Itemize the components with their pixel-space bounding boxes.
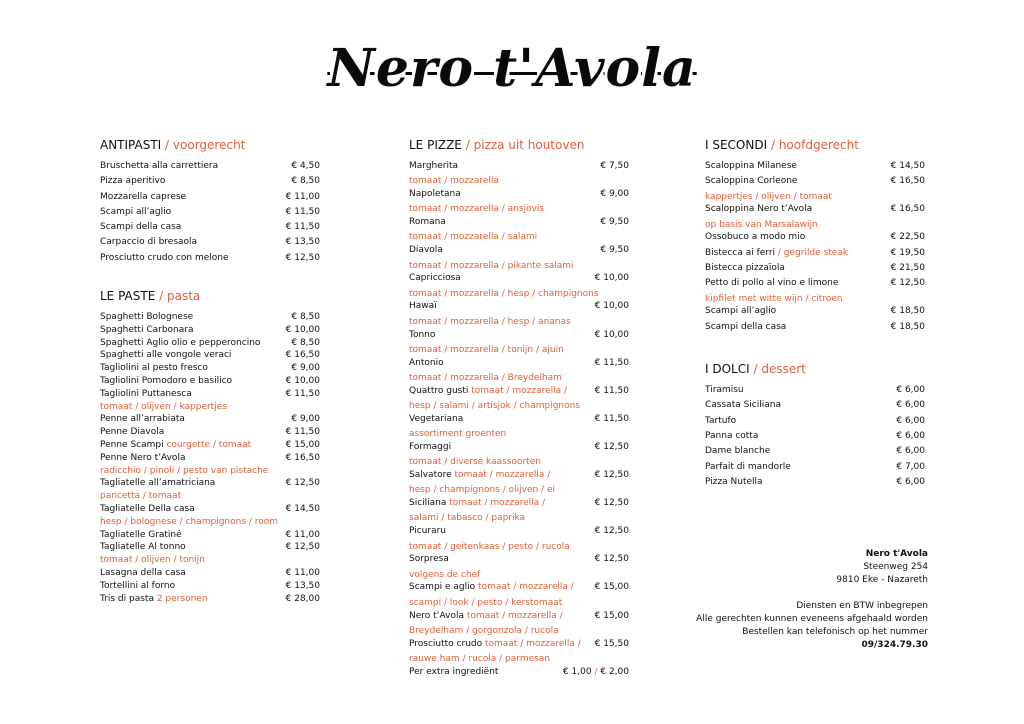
dish-price: € 9,50 <box>600 217 629 228</box>
dish-name <box>705 445 890 458</box>
dish-price: € 12,50 <box>285 252 320 263</box>
dish-title: Penne all’arrabiata <box>100 414 185 425</box>
dish-title: Bruschetta alla carrettiera <box>100 161 219 171</box>
dish-price: € 10,00 <box>594 273 629 284</box>
paste-item <box>100 362 320 375</box>
dish-name <box>409 610 589 623</box>
dolci-item <box>705 476 925 491</box>
dish-title: Quattro gusti <box>409 385 469 396</box>
dish-name <box>409 525 589 538</box>
dish-price: € 6,00 <box>896 430 925 441</box>
dish-price: € 13,50 <box>285 580 320 591</box>
paste-item <box>100 452 320 465</box>
dish-name <box>100 252 280 265</box>
paste-item <box>100 413 320 426</box>
dish-name <box>100 452 280 465</box>
dish-name <box>100 175 285 188</box>
dish-name <box>409 272 589 285</box>
dish-price: € 9,00 <box>291 414 320 425</box>
dish-name <box>705 247 885 260</box>
secondi-description: kappertjes / olijven / tomaat <box>705 191 832 202</box>
pizze-list <box>409 160 629 666</box>
dish-price: € 14,50 <box>890 161 925 171</box>
column-left <box>100 138 320 605</box>
dish-name <box>409 385 589 398</box>
pizza-item <box>409 216 629 231</box>
phone-number: 09/324.79.30 <box>861 640 928 650</box>
secondi-item <box>705 160 925 175</box>
dish-note: tomaat / mozzarella / <box>471 385 568 396</box>
paste-item <box>100 567 320 580</box>
dish-title: Scaloppina Nero t’Avola <box>705 204 813 215</box>
dish-price: € 11,50 <box>594 385 629 396</box>
dolci-item <box>705 445 925 460</box>
dish-note: / gegrilde steak <box>777 247 849 258</box>
section-secondi-heading: I SECONDI / hoofdgerecht <box>705 138 859 152</box>
dish-title: Scampi della casa <box>705 321 787 332</box>
dish-name <box>705 262 885 275</box>
dish-title: Lasagna della casa <box>100 568 186 579</box>
pizza-description: tomaat / geitenkaas / pesto / rucola <box>409 541 570 552</box>
dish-title: Siciliana <box>409 498 447 509</box>
footer-line2: Alle gerechten kunnen eveneens afgehaald worden <box>696 614 928 624</box>
paste-description: radicchio / pinoli / pesto van pistache <box>100 465 269 476</box>
dish-title: Scampi e aglio <box>409 582 476 593</box>
dish-title: Scaloppina Corleone <box>705 176 798 187</box>
dish-price: € 18,50 <box>890 306 925 317</box>
pizza-description: rauwe ham / rucola / parmesan <box>409 653 551 664</box>
pizza-description: tomaat / mozzarella / hesp / champignons <box>409 288 599 299</box>
dish-title: Prosciutto crudo <box>409 638 483 649</box>
dish-title: Spaghetti Carbonara <box>100 324 194 335</box>
dish-title: Penne Scampi <box>100 440 164 451</box>
dish-price: € 22,50 <box>890 232 925 243</box>
dish-price: € 9,50 <box>600 245 629 256</box>
antipasti-item <box>100 236 320 251</box>
dish-name <box>409 497 589 510</box>
dish-price: € 11,00 <box>285 568 320 579</box>
dish-name <box>705 476 890 489</box>
dish-title: Tagliatelle Gratiné <box>100 529 182 540</box>
dish-title: Penne Diavola <box>100 427 165 438</box>
pizza-item <box>409 300 629 315</box>
dish-title: Tiramisu <box>705 385 744 396</box>
secondi-list <box>705 160 925 336</box>
dish-title: Formaggi <box>409 441 452 452</box>
dish-name <box>100 311 285 324</box>
dish-price: € 15,00 <box>285 440 320 451</box>
paste-item <box>100 529 320 542</box>
paste-item <box>100 349 320 362</box>
dish-price: € 19,50 <box>890 247 925 258</box>
dish-name <box>409 413 589 426</box>
paste-description: tomaat / olijven / tonijn <box>100 555 205 566</box>
pizza-item <box>409 638 629 653</box>
dish-name <box>705 430 890 443</box>
paste-item <box>100 426 320 439</box>
dish-price: € 16,50 <box>890 204 925 215</box>
paste-item <box>100 324 320 337</box>
dish-name <box>705 321 885 334</box>
secondi-description: op basis van Marsalawijn <box>705 219 818 230</box>
dish-price: € 6,00 <box>896 476 925 487</box>
dish-title: Pizza Nutella <box>705 476 763 487</box>
dish-name <box>409 244 594 257</box>
dish-title: Scaloppina Milanese <box>705 161 797 171</box>
footer-city: 9810 Eke - Nazareth <box>836 575 928 585</box>
antipasti-item <box>100 252 320 267</box>
paste-list <box>100 311 320 605</box>
secondi-description: kipfilet met witte wijn / citroen <box>705 293 843 304</box>
dish-title: Spaghetti alle vongole veraci <box>100 350 232 361</box>
dish-note: tomaat / mozzarella / <box>478 582 574 593</box>
dish-title: Prosciutto crudo con melone <box>100 252 229 263</box>
dish-title: Tagliatelle Al tonno <box>100 542 186 553</box>
secondi-item <box>705 247 925 262</box>
dish-name <box>100 426 280 439</box>
dish-price: € 15,00 <box>594 610 629 621</box>
dish-title: Scampi all’aglio <box>705 306 777 317</box>
dish-price: € 8,50 <box>291 176 320 187</box>
extra-ingredient-row: Per extra ingrediënt € 1,00 / € 2,00 <box>409 666 629 677</box>
pizza-item <box>409 329 629 344</box>
dish-name <box>100 324 280 337</box>
dish-name <box>100 567 280 580</box>
dish-title: Sorpresa <box>409 554 449 565</box>
pizza-description: tomaat / mozzarella / tonijn / ajuin <box>409 344 564 355</box>
dish-price: € 11,50 <box>285 388 320 399</box>
paste-item <box>100 580 320 593</box>
dish-name <box>409 160 594 173</box>
dish-name <box>100 477 280 490</box>
pizza-item <box>409 469 629 484</box>
paste-item <box>100 541 320 554</box>
dish-title: Cassata Siciliana <box>705 400 781 411</box>
antipasti-item <box>100 191 320 206</box>
dish-price: € 6,00 <box>896 446 925 457</box>
secondi-item <box>705 175 925 190</box>
dolci-list <box>705 384 925 491</box>
pizza-item <box>409 244 629 259</box>
antipasti-item <box>100 175 320 190</box>
dish-name <box>705 461 890 474</box>
dish-note: 2 personen <box>156 593 208 604</box>
dish-name <box>409 188 594 201</box>
dish-title: Scampi della casa <box>100 222 182 233</box>
dish-name <box>100 593 280 606</box>
dish-note: courgette / tomaat <box>166 440 252 451</box>
dish-title: Tagliatelle all’amatriciana <box>100 478 216 489</box>
dish-price: € 11,50 <box>285 427 320 438</box>
dish-price: € 12,50 <box>285 478 320 489</box>
pizza-item <box>409 385 629 400</box>
dish-name <box>100 337 285 350</box>
pizza-item <box>409 441 629 456</box>
dish-price: € 12,50 <box>890 278 925 289</box>
dish-name <box>705 305 885 318</box>
dish-price: € 15,50 <box>594 638 629 649</box>
dish-title: Petto di pollo al vino e limone <box>705 278 839 289</box>
pizza-item <box>409 525 629 540</box>
secondi-item <box>705 203 925 218</box>
pizza-description: Breydelham / gorgonzola / rucola <box>409 625 559 636</box>
dish-note: tomaat / mozzarella / <box>485 638 581 649</box>
dish-title: Romana <box>409 217 446 228</box>
dish-price: € 12,50 <box>594 498 629 509</box>
dish-name <box>409 441 589 454</box>
dish-title: Margherita <box>409 161 459 171</box>
dish-title: Tagliolini al pesto fresco <box>100 363 208 374</box>
section-pizze-heading: LE PIZZE / pizza uit houtoven <box>409 138 585 152</box>
dish-title: Scampi all’aglio <box>100 206 172 217</box>
dish-price: € 15,00 <box>594 582 629 593</box>
pizza-description: hesp / champignons / olijven / ei <box>409 485 555 496</box>
dish-note: tomaat / mozzarella / <box>454 470 551 481</box>
dish-title: Picuraru <box>409 526 447 537</box>
dish-name <box>705 277 885 290</box>
paste-item <box>100 593 320 606</box>
antipasti-list <box>100 160 320 267</box>
dish-name <box>705 384 890 397</box>
dolci-item <box>705 384 925 399</box>
dish-price: € 6,00 <box>896 415 925 426</box>
dish-price: € 11,50 <box>285 222 320 233</box>
dish-price: € 6,00 <box>896 385 925 396</box>
paste-item <box>100 439 320 452</box>
pizza-description: volgens de chef <box>409 569 481 580</box>
column-right <box>705 138 925 491</box>
dish-price: € 11,50 <box>594 357 629 368</box>
dish-price: € 28,00 <box>285 593 320 604</box>
dish-name <box>100 206 280 219</box>
footer-name: Nero t'Avola <box>865 549 928 559</box>
dish-title: Spaghetti Aglio olio e pepperoncino <box>100 337 261 348</box>
restaurant-address-block <box>690 548 928 652</box>
dish-title: Ossobuco a modo mio <box>705 232 806 243</box>
pizza-item <box>409 553 629 568</box>
dish-price: € 10,00 <box>285 324 320 335</box>
dish-title: Tagliatelle Della casa <box>100 504 195 515</box>
section-antipasti-heading: ANTIPASTI / voorgerecht <box>100 138 246 152</box>
dish-name <box>705 231 885 244</box>
dish-title: Tortellini al forno <box>100 580 176 591</box>
secondi-item <box>705 277 925 292</box>
dolci-item <box>705 415 925 430</box>
dish-price: € 16,50 <box>285 350 320 361</box>
dish-name <box>409 329 589 342</box>
dish-title: Capricciosa <box>409 273 461 284</box>
dish-title: Carpaccio di bresaola <box>100 237 198 248</box>
dish-name <box>100 413 285 426</box>
dolci-item <box>705 399 925 414</box>
pizza-description: scampi / look / pesto / kerstomaat <box>409 597 563 608</box>
dish-title: Salvatore <box>409 470 452 481</box>
pizza-description: tomaat / mozzarella / Breydelham <box>409 372 562 383</box>
dish-price: € 7,00 <box>896 461 925 472</box>
secondi-item <box>705 305 925 320</box>
dish-title: Tonno <box>409 329 436 340</box>
dish-price: € 4,50 <box>291 161 320 171</box>
footer-line1: Diensten en BTW inbegrepen <box>796 601 928 611</box>
dish-title: Hawaï <box>409 301 437 312</box>
paste-item <box>100 311 320 324</box>
pizza-description: assortiment groenten <box>409 429 507 440</box>
dish-name <box>409 553 589 566</box>
dish-price: € 6,00 <box>896 400 925 411</box>
pizza-item <box>409 581 629 596</box>
footer-street: Steenweg 254 <box>863 562 928 572</box>
column-middle <box>409 138 629 681</box>
dish-price: € 16,50 <box>890 176 925 187</box>
dish-price: € 8,50 <box>291 337 320 348</box>
pizza-description: tomaat / mozzarella / ansjovis <box>409 204 545 215</box>
antipasti-item <box>100 221 320 236</box>
dish-name <box>409 638 589 651</box>
dish-title: Diavola <box>409 245 443 256</box>
dish-name <box>705 415 890 428</box>
dish-note: tomaat / mozzarella / <box>466 610 563 621</box>
restaurant-title: Nero t'Avola <box>327 38 697 99</box>
dish-title: Vegetariana <box>409 413 464 424</box>
section-dolci-heading: I DOLCI / dessert <box>705 362 806 377</box>
dish-price: € 11,00 <box>285 529 320 540</box>
pizza-description: tomaat / mozzarella <box>409 176 499 187</box>
dish-name <box>100 236 280 249</box>
paste-item <box>100 375 320 388</box>
paste-description: tomaat / olijven / kappertjes <box>100 401 227 412</box>
pizza-description: salami / tabasco / paprika <box>409 513 526 524</box>
dish-title: Tartufo <box>705 415 737 426</box>
dish-name <box>100 362 285 375</box>
pizza-description: hesp / salami / artisjok / champignons <box>409 401 581 412</box>
dish-note: tomaat / mozzarella / <box>449 498 546 509</box>
paste-description: pancetta / tomaat <box>100 491 182 502</box>
pizza-item <box>409 357 629 372</box>
dish-name <box>100 160 285 173</box>
dish-name <box>100 221 280 234</box>
dolci-item <box>705 430 925 445</box>
dish-price: € 11,50 <box>594 413 629 424</box>
dish-name <box>409 581 589 594</box>
dish-title: Dame blanche <box>705 446 771 457</box>
dish-title: Antonio <box>409 357 444 368</box>
footer-line3: Bestellen kan telefonisch op het nummer 09/324.79.30 <box>742 627 928 650</box>
secondi-item <box>705 321 925 336</box>
pizza-description: tomaat / diverse kaassoorten <box>409 457 541 468</box>
dish-title: Tagliolini Puttanesca <box>100 388 192 399</box>
pizza-item <box>409 497 629 512</box>
dish-title: Tagliolini Pomodoro e basilico <box>100 376 233 387</box>
pizza-item <box>409 610 629 625</box>
dish-price: € 11,00 <box>285 191 320 202</box>
pizza-item <box>409 188 629 203</box>
dish-price: € 14,50 <box>285 504 320 515</box>
dish-title: Panna cotta <box>705 430 759 441</box>
dish-name <box>409 469 589 482</box>
dish-name <box>100 580 280 593</box>
dish-title: Penne Nero t’Avola <box>100 452 186 463</box>
secondi-item <box>705 262 925 277</box>
dish-name <box>409 357 589 370</box>
section-paste-heading: LE PASTE / pasta <box>100 289 201 304</box>
dish-price: € 12,50 <box>594 554 629 565</box>
paste-item <box>100 388 320 401</box>
dish-name <box>100 349 280 362</box>
dish-name <box>100 375 280 388</box>
dish-name <box>100 191 280 204</box>
dish-title: Mozzarella caprese <box>100 191 187 202</box>
dish-title: Napoletana <box>409 189 461 200</box>
dish-price: € 13,50 <box>285 237 320 248</box>
dish-name <box>100 388 280 401</box>
dish-title: Tris di pasta <box>100 593 154 604</box>
dish-title: Bistecca ai ferri <box>705 247 776 258</box>
paste-item <box>100 503 320 516</box>
dish-price: € 9,00 <box>291 363 320 374</box>
antipasti-item <box>100 160 320 175</box>
dish-name <box>409 216 594 229</box>
dish-price: € 10,00 <box>594 301 629 312</box>
dish-name <box>100 529 280 542</box>
dish-price: € 21,50 <box>890 263 925 274</box>
dish-price: € 9,00 <box>600 189 629 200</box>
dish-price: € 12,50 <box>285 542 320 553</box>
pizza-item <box>409 272 629 287</box>
dish-name <box>705 175 885 188</box>
paste-description: hesp / bolognese / champignons / room <box>100 516 279 527</box>
pizza-description: tomaat / mozzarella / pikante salami <box>409 260 574 271</box>
secondi-item <box>705 231 925 246</box>
dish-name <box>100 503 280 516</box>
pizza-description: tomaat / mozzarella / hesp / ananas <box>409 316 571 327</box>
dish-title: Bistecca pizzaïola <box>705 263 785 274</box>
antipasti-item <box>100 206 320 221</box>
paste-item <box>100 477 320 490</box>
dish-title: Spaghetti Bolognese <box>100 312 194 323</box>
dish-price: € 10,00 <box>594 329 629 340</box>
dish-name <box>100 439 280 452</box>
dish-price: € 16,50 <box>285 452 320 463</box>
pizza-item <box>409 413 629 428</box>
dish-price: € 11,50 <box>285 206 320 217</box>
paste-item <box>100 337 320 350</box>
dish-price: € 7,50 <box>600 161 629 171</box>
dish-price: € 12,50 <box>594 526 629 537</box>
dish-name <box>705 160 885 173</box>
pizza-description: tomaat / mozzarella / salami <box>409 232 538 243</box>
dish-price: € 10,00 <box>285 376 320 387</box>
dish-price: € 12,50 <box>594 470 629 481</box>
pizza-item <box>409 160 629 175</box>
dish-price: € 18,50 <box>890 321 925 332</box>
dish-title: Parfait di mandorle <box>705 461 791 472</box>
dish-title: Nero t’Avola <box>409 610 465 621</box>
dish-name <box>100 541 280 554</box>
dish-price: € 12,50 <box>594 441 629 452</box>
dish-name <box>705 399 890 412</box>
dish-name <box>705 203 885 216</box>
dolci-item <box>705 461 925 476</box>
dish-title: Pizza aperitivo <box>100 176 166 187</box>
dish-price: € 8,50 <box>291 312 320 323</box>
dish-name <box>409 300 589 313</box>
